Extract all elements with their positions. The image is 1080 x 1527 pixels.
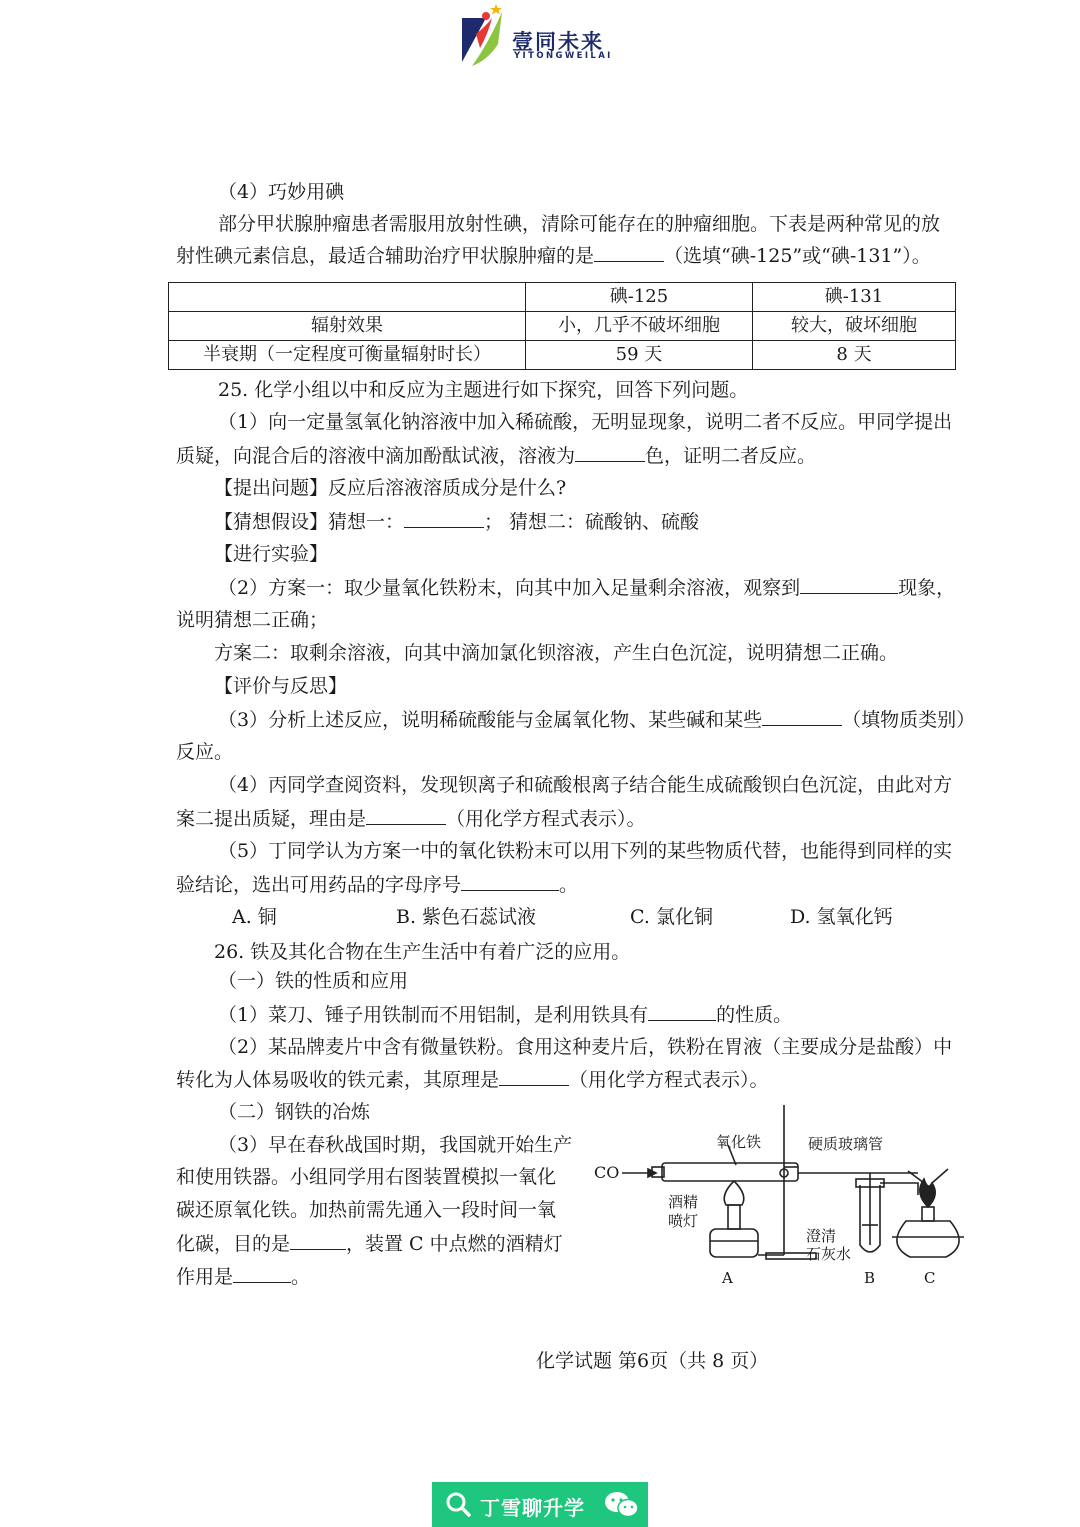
co-label: CO — [594, 1163, 620, 1182]
table-header-row — [169, 283, 956, 312]
lamp-label-1: 酒精 — [668, 1193, 699, 1211]
table-cell: 碘-131 — [753, 283, 956, 312]
apparatus-b-label: B — [864, 1269, 876, 1287]
q26-line-5: 和使用铁器。小组同学用右图装置模拟一氧化 — [176, 1166, 557, 1188]
q26-line-3 — [176, 1065, 769, 1094]
q25-l6-end: 现象， — [898, 577, 956, 599]
part4-p2-start: 射性碘元素信息，最适合辅助治疗甲状腺肿瘤的是 — [176, 245, 595, 267]
search-icon — [444, 1490, 474, 1520]
q25-l10-end: （填物质类别） — [842, 709, 976, 731]
logo-mark-icon — [458, 4, 512, 76]
answer-blank — [366, 804, 446, 825]
table-cell — [169, 283, 526, 312]
q25-l13-end: （用化学方程式表示）。 — [446, 808, 646, 830]
part4-paragraph-2 — [176, 241, 931, 270]
table-row — [169, 341, 956, 370]
q26-l7-start: 化碳，目的是 — [176, 1233, 291, 1255]
q25-l6-start: （2）方案一：取少量氧化铁粉末，向其中加入足量剩余溶液，观察到 — [218, 577, 801, 599]
iodine-table — [168, 282, 956, 370]
q25-line-8: 方案二：取剩余溶液，向其中滴加氯化钡溶液，产生白色沉淀，说明猜想二正确。 — [214, 642, 899, 664]
q25-l13-start: 案二提出质疑，理由是 — [176, 808, 367, 830]
table-cell: 小，几乎不破坏细胞 — [526, 312, 753, 341]
co-reduction-apparatus-figure — [588, 1095, 988, 1295]
q26-line-1 — [218, 1000, 792, 1029]
q26-l1-end: 的性质。 — [716, 1004, 793, 1026]
q26-l3-end: （用化学方程式表示）。 — [569, 1069, 769, 1091]
q26-line-6: 碳还原氧化铁。加热前需先通入一段时间一氧 — [176, 1199, 557, 1221]
q25-line-15 — [176, 870, 578, 899]
q25-line-14: （5）丁同学认为方案一中的氧化铁粉末可以用下列的某些物质代替，也能得到同样的实 — [218, 840, 953, 862]
option-c: C. 氯化铜 — [630, 906, 713, 928]
table-row — [169, 312, 956, 341]
apparatus-c-label: C — [924, 1269, 936, 1287]
q25-line-4 — [214, 507, 699, 536]
q25-l4-start: 【猜想假设】猜想一： — [214, 511, 405, 533]
answer-blank — [594, 241, 664, 262]
q25-l4-end: ； 猜想二：硫酸钠、硫酸 — [484, 511, 700, 533]
limewater-label-2: 石灰水 — [806, 1245, 852, 1263]
q26-line-7 — [176, 1229, 563, 1258]
q25-title: 25. 化学小组以中和反应为主题进行如下探究，回答下列问题。 — [218, 379, 749, 401]
iron-oxide-label: 氧化铁 — [716, 1133, 762, 1151]
q25-line-7: 说明猜想二正确； — [176, 609, 329, 631]
glass-tube-label: 硬质玻璃管 — [808, 1135, 884, 1153]
q26-l7-end: ，装置 C 中点燃的酒精灯 — [346, 1233, 563, 1255]
q25-line-12: （4）丙同学查阅资料，发现钡离子和硫酸根离子结合能生成硫酸钡白色沉淀，由此对方 — [218, 774, 953, 796]
apparatus-a-label: A — [722, 1269, 733, 1287]
q25-l15-end: 。 — [559, 874, 579, 896]
q26-line-8 — [176, 1262, 310, 1291]
q25-l15-start: 验结论，选出可用药品的字母序号 — [176, 874, 462, 896]
apparatus-drawing — [588, 1095, 988, 1295]
part4-p2-end: （选填“碘-125”或“碘-131”）。 — [664, 245, 931, 267]
table-cell: 8 天 — [753, 341, 956, 370]
q26-title: 26. 铁及其化合物在生产生活中有着广泛的应用。 — [214, 941, 631, 963]
q25-line-11: 反应。 — [176, 741, 234, 763]
option-d: D. 氢氧化钙 — [790, 906, 893, 928]
q26-line-2: （2）某品牌麦片中含有微量铁粉。食用这种麦片后，铁粉在胃液（主要成分是盐酸）中 — [218, 1036, 953, 1058]
answer-blank — [404, 507, 484, 528]
q25-line-13 — [176, 804, 646, 833]
q25-line-3: 【提出问题】反应后溶液溶质成分是什么? — [214, 477, 567, 499]
brand-logo — [458, 4, 628, 76]
q25-line-1: （1）向一定量氢氧化钠溶液中加入稀硫酸，无明显现象，说明二者不反应。甲同学提出 — [218, 411, 953, 433]
q25-l2-end: 色，证明二者反应。 — [645, 445, 817, 467]
q26-l8-end: 。 — [291, 1266, 311, 1288]
table-cell: 辐射效果 — [169, 312, 526, 341]
table-cell: 59 天 — [526, 341, 753, 370]
answer-blank — [461, 870, 559, 891]
logo-chinese-text: 壹同未来 — [512, 30, 604, 54]
page-footer: 化学试题 第6页（共 8 页） — [536, 1350, 769, 1372]
q26-l3-start: 转化为人体易吸收的铁元素，其原理是 — [176, 1069, 500, 1091]
part4-title: （4）巧妙用碘 — [218, 181, 345, 203]
q26-section-2: （二）钢铁的冶炼 — [218, 1101, 371, 1123]
q25-line-5: 【进行实验】 — [214, 543, 329, 565]
option-b: B. 紫色石蕊试液 — [396, 906, 537, 928]
part4-paragraph-1: 部分甲状腺肿瘤患者需服用放射性碘，清除可能存在的肿瘤细胞。下表是两种常见的放 — [218, 213, 941, 235]
q25-l10-start: （3）分析上述反应，说明稀硫酸能与金属氧化物、某些碱和某些 — [218, 709, 763, 731]
answer-blank — [648, 1000, 716, 1021]
table-cell: 半衰期（一定程度可衡量辐射时长） — [169, 341, 526, 370]
q25-line-2 — [176, 441, 816, 470]
q25-line-9: 【评价与反思】 — [214, 675, 348, 697]
q26-l8-start: 作用是 — [176, 1266, 234, 1288]
answer-blank — [290, 1229, 346, 1250]
q25-l2-start: 质疑，向混合后的溶液中滴加酚酞试液，溶液为 — [176, 445, 576, 467]
wechat-icon — [604, 1490, 640, 1520]
q26-l1-start: （1）菜刀、锤子用铁制而不用铝制，是利用铁具有 — [218, 1004, 649, 1026]
account-badge — [432, 1482, 648, 1527]
logo-english-text: YITONGWEILAI — [514, 51, 613, 61]
q26-section-1: （一）铁的性质和应用 — [218, 970, 409, 992]
table-cell: 较大，破坏细胞 — [753, 312, 956, 341]
answer-blank — [762, 705, 842, 726]
table-cell: 碘-125 — [526, 283, 753, 312]
answer-blank — [233, 1262, 291, 1283]
q26-line-4: （3）早在春秋战国时期，我国就开始生产 — [218, 1134, 573, 1156]
lamp-label-2: 喷灯 — [668, 1212, 699, 1230]
account-name: 丁雪聊升学 — [480, 1496, 585, 1520]
q25-line-10 — [218, 705, 975, 734]
limewater-label-1: 澄清 — [806, 1227, 837, 1245]
answer-blank — [800, 573, 898, 594]
answer-blank — [575, 441, 645, 462]
q25-line-6 — [218, 573, 955, 602]
answer-blank — [499, 1065, 569, 1086]
option-a: A. 铜 — [232, 906, 277, 928]
